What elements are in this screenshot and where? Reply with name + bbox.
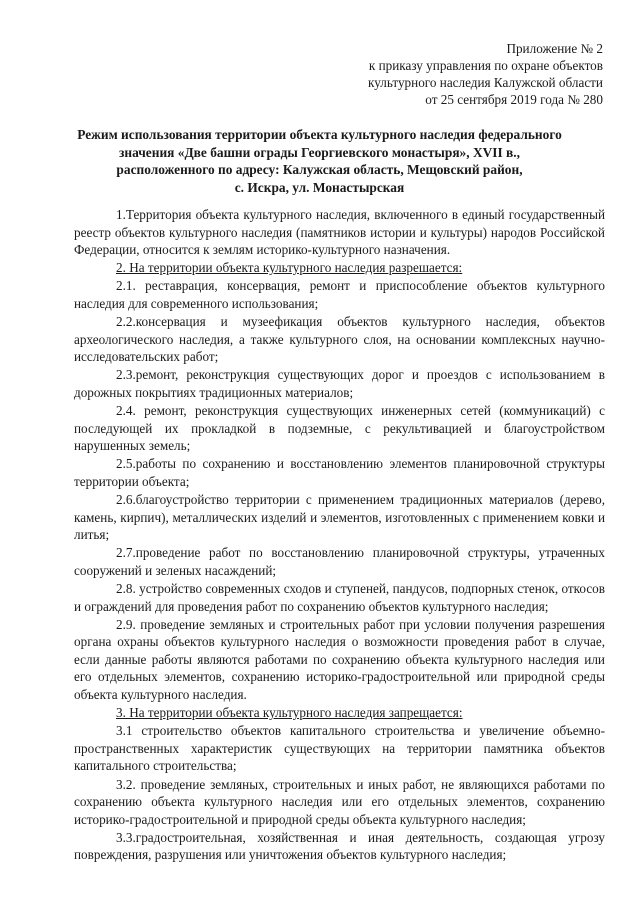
paragraph-2-9: 2.9. проведение земляных и строительных работ при условии получения разрешения органа охраны объектов культурного наследия о возможности проведения работ в случае, если данные работы являются работами по сохранению объекта культурного наследия или его отдельных элементов, сохранению историко-градостроительной или природной среды объекта культурного наследия. xyxy=(74,616,605,703)
paragraph-2-8: 2.8. устройство современных сходов и ступеней, пандусов, подпорных стенок, откосов и ограждений для проведения работ по сохранению объектов культурного наследия; xyxy=(74,580,605,614)
paragraph-3-3: 3.3.градостроительная, хозяйственная и иная деятельность, создающая угрозу повреждения, разрушения или уничтожения объектов культурного наследия; xyxy=(74,829,605,863)
section-heading-allowed: 2. На территории объекта культурного наследия разрешается: xyxy=(116,260,463,276)
paragraph-1: 1.Территория объекта культурного наследия, включенного в единый государственный реестр объектов культурного наследия (памятников истории и культуры) народов Российской Федерации, относится к землям историко-культурного назначения. xyxy=(74,207,605,258)
title-line: Режим использования территории объекта культурного наследия федерального xyxy=(77,127,562,142)
issuing-authority: культурного наследия Калужской области xyxy=(368,75,603,90)
document-title xyxy=(40,126,599,196)
paragraph-2-3: 2.3.ремонт, реконструкция существующих дорог и проездов с использованием в дорожных покрытиях традиционных материалов; xyxy=(74,367,605,400)
paragraph-2-7: 2.7.проведение работ по восстановлению планировочной структуры, утраченных сооружений и зеленых насаждений; xyxy=(74,545,605,578)
paragraph-2-4: 2.4. ремонт, реконструкция существующих инженерных сетей (коммуникаций) с последующей их прокладкой в подземные, с рекультивацией и благоустройством нарушенных земель; xyxy=(74,403,605,454)
paragraph-2-1: 2.1. реставрация, консервация, ремонт и приспособление объектов культурного наследия для современного использования; xyxy=(74,278,605,311)
paragraph-2-5: 2.5.работы по сохранению и восстановлению элементов планировочной структуры территории объекта; xyxy=(74,456,605,489)
paragraph-2-2: 2.2.консервация и музеефикация объектов культурного наследия, объектов археологического наследия, а также культурного слоя, на основании комплексных научно-исследовательских работ; xyxy=(74,314,605,365)
section-heading-prohibited: 3. На территории объекта культурного наследия запрещается: xyxy=(116,705,463,721)
appendix-number: Приложение № 2 xyxy=(506,41,603,56)
document-body xyxy=(74,206,605,864)
order-date: от 25 сентября 2019 года № 280 xyxy=(425,92,603,107)
title-line: значения «Две башни ограды Георгиевского монастыря», XVII в., xyxy=(118,144,520,160)
paragraph-3-2: 3.2. проведение земляных, строительных и иных работ, не являющихся работами по сохранению объекта культурного наследия или его отдельных элементов, сохранению историко-градостроительной и природной среды объекта культурного наследия; xyxy=(74,776,605,827)
title-line: расположенного по адресу: Калужская область, Мещовский район, xyxy=(116,162,523,177)
paragraph-2-6: 2.6.благоустройство территории с применением традиционных материалов (дерево, камень, кирпич), металлических изделий и элементов, изготовленных с применением ковки и литья; xyxy=(74,492,605,543)
appendix-header xyxy=(368,40,603,108)
title-line: с. Искра, ул. Монастырская xyxy=(234,179,405,195)
order-reference: к приказу управления по охране объектов xyxy=(368,58,603,73)
paragraph-3-1: 3.1 строительство объектов капитального строительства и увеличение объемно-пространственных характеристик существующих на территории памятника объектов капитального строительства; xyxy=(74,723,605,774)
